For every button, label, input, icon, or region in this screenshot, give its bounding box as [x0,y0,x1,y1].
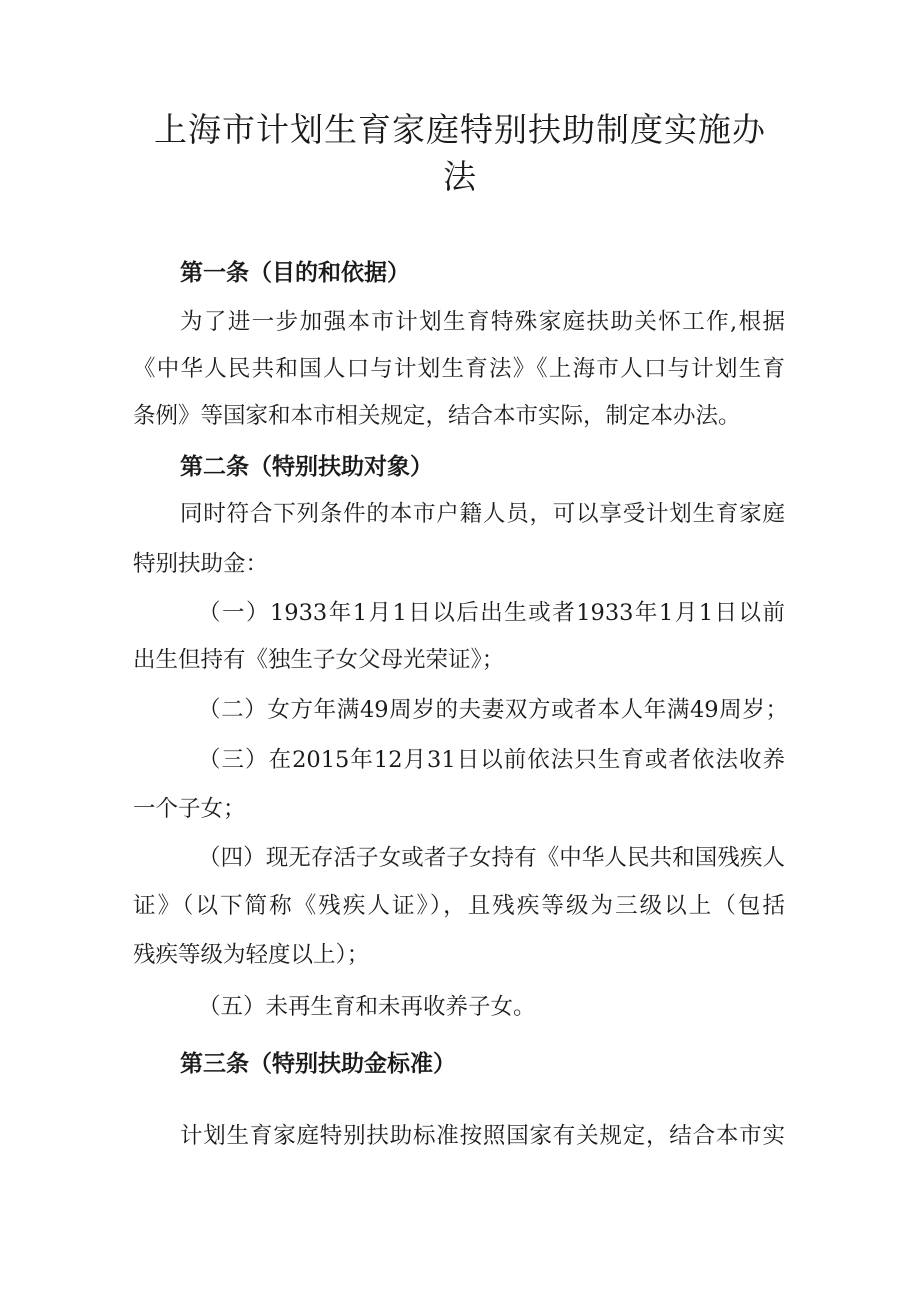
article-1-heading: 第一条（目的和依据） [180,260,410,286]
article-3-paragraph-line: 计划生育家庭特别扶助标准按照国家有关规定，结合本市实 [180,1123,785,1149]
article-2-item-line: （三）在2015年12月31日以前依法只生育或者依法收养 [198,747,785,773]
article-1-paragraph-line: 条例》等国家和本市相关规定，结合本市实际，制定本办法。 [133,403,741,429]
article-2-item-line: （五）未再生育和未再收养子女。 [198,994,536,1020]
article-2-heading: 第二条（特别扶助对象） [180,454,433,480]
article-3-heading: 第三条（特别扶助金标准） [180,1051,456,1077]
article-2-item-line: （二）女方年满49周岁的夫妻双方或者本人年满49周岁； [198,697,788,723]
article-2-paragraph-line: 特别扶助金： [133,551,269,577]
article-2-item-line: 证》（以下简称《残疾人证》），且残疾等级为三级以上（包括 [133,893,785,919]
article-2-item-line: 残疾等级为轻度以上）； [133,942,370,968]
article-2-paragraph-line: 同时符合下列条件的本市户籍人员，可以享受计划生育家庭 [180,501,785,527]
article-1-paragraph-line: 为了进一步加强本市计划生育特殊家庭扶助关怀工作,根据 [180,309,785,335]
article-2-item-line: 出生但持有《独生子女父母光荣证》； [133,647,505,673]
article-2-item-line: （四）现无存活子女或者子女持有《中华人民共和国残疾人 [198,845,785,871]
document-title-line-1: 上海市计划生育家庭特别扶助制度实施办 [154,110,766,149]
article-1-paragraph-line: 《中华人民共和国人口与计划生育法》《上海市人口与计划生育 [133,356,785,382]
document-title-line-2: 法 [443,157,477,196]
article-2-item-line: 一个子女； [133,796,246,822]
article-2-item-line: （一）1933年1月1日以后出生或者1933年1月1日以前 [198,600,785,626]
